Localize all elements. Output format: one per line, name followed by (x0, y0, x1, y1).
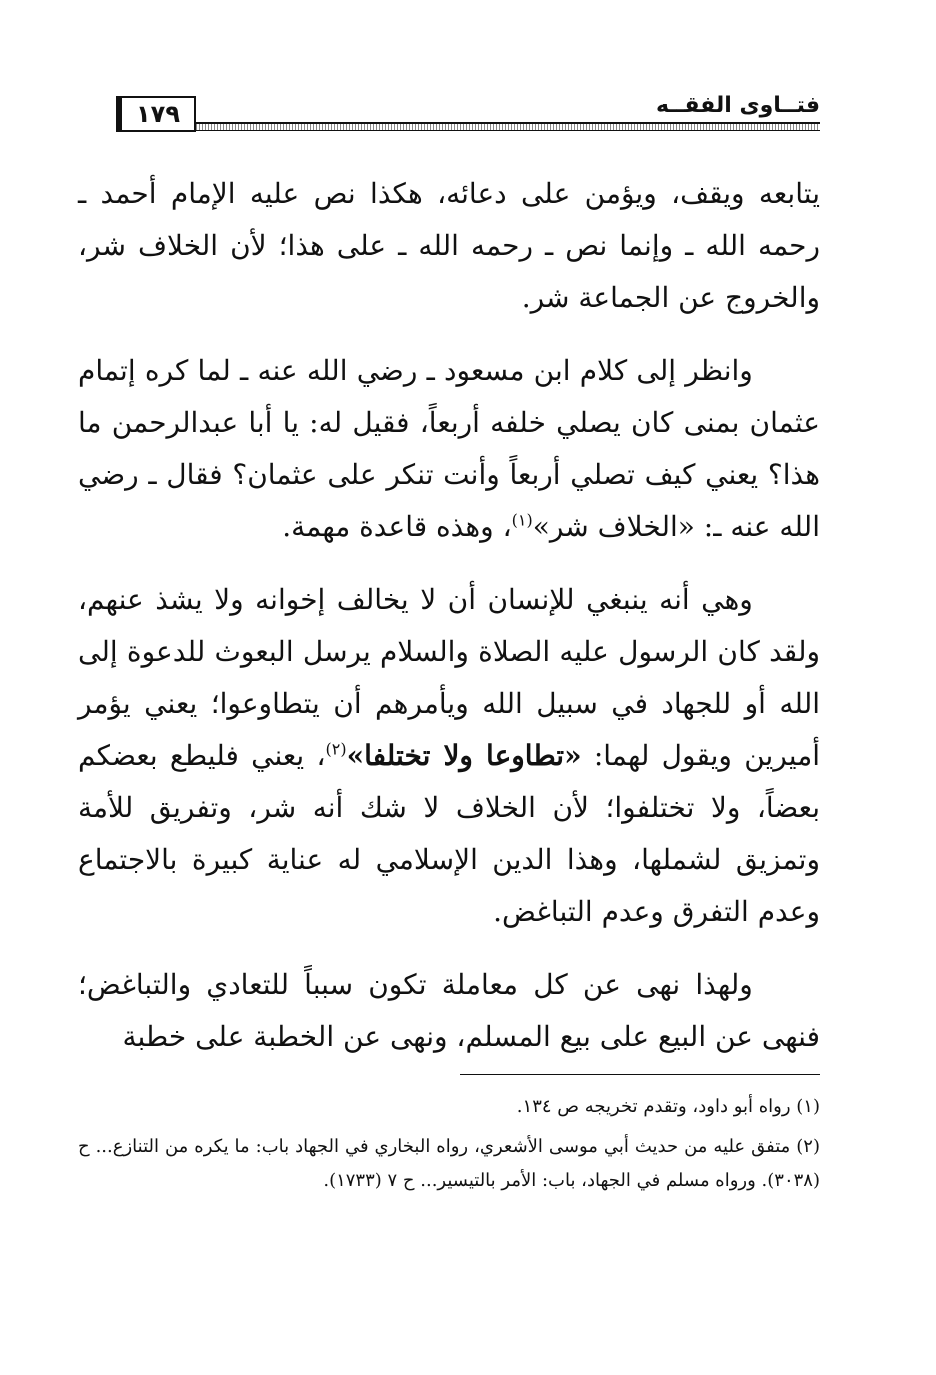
main-text (78, 168, 820, 1084)
paragraph-3-text-end: ، يعني فليطع بعضكم بعضاً، ولا تختلفوا؛ لأن الخلاف لا شك أنه شر، وتفريق للأمة وتمزيق لشملها، وهذا الدين الإسلامي له عناية كبيرة بالاجتماع وعدم التفرق وعدم التباغض. (78, 739, 820, 928)
footnote-1: (١) رواه أبو داود، وتقدم تخريجه ص ١٣٤. (516, 1096, 820, 1117)
paragraph-3 (78, 574, 820, 938)
paragraph-2 (78, 345, 820, 553)
page-header (78, 92, 820, 130)
footnotes (78, 1090, 820, 1204)
header-rule (190, 122, 820, 131)
footnote-2: (٢) متفق عليه من حديث أبي موسى الأشعري، رواه البخاري في الجهاد باب: ما يكره من التنازع... ح (٣٠٣٨). ورواه مسلم في الجهاد، باب: الأمر بالتيسير... ح ٧ (١٧٣٣). (78, 1136, 820, 1191)
footnote-ref-1: (١) (511, 510, 533, 530)
paragraph-4: ولهذا نهى عن كل معاملة تكون سبباً للتعادي والتباغض؛ فنهى عن البيع على بيع المسلم، ونهى عن الخطبة على خطبة (78, 968, 820, 1053)
book-title: فتــاوى الفقــه (655, 93, 820, 118)
paragraph-1: يتابعه ويقف، ويؤمن على دعائه، هكذا نص عليه الإمام أحمد ـ رحمه الله ـ وإنما نص ـ رحمه الله ـ على هذا؛ لأن الخلاف شر، والخروج عن الجماعة شر. (78, 177, 820, 314)
footnote-separator (460, 1074, 820, 1075)
paragraph-2-text-end: ، وهذه قاعدة مهمة. (282, 510, 512, 543)
paragraph-2-text: وانظر إلى كلام ابن مسعود ـ رضي الله عنه ـ لما كره إتمام عثمان بمنى كان يصلي خلفه أربعاً، فقيل له: يا أبا عبدالرحمن ما هذا؟ يعني كيف تصلي أربعاً وأنت تنكر على عثمان؟ فقال ـ رضي الله عنه ـ: «الخلاف شر» (78, 354, 820, 543)
footnote-ref-2: (٢) (325, 739, 347, 759)
paragraph-3-text: وهي أنه ينبغي للإنسان أن لا يخالف إخوانه ولا يشذ عنهم، ولقد كان الرسول عليه الصلاة والسلام يرسل البعوث للدعوة إلى الله أو للجهاد في سبيل الله ويأمرهم أن يتطاوعوا؛ يعني يؤمر أميرين ويقول لهما: (78, 583, 820, 772)
page-number: ١٧٩ (116, 96, 196, 132)
hadith-quote: «تطاوعا ولا تختلفا» (346, 739, 582, 772)
